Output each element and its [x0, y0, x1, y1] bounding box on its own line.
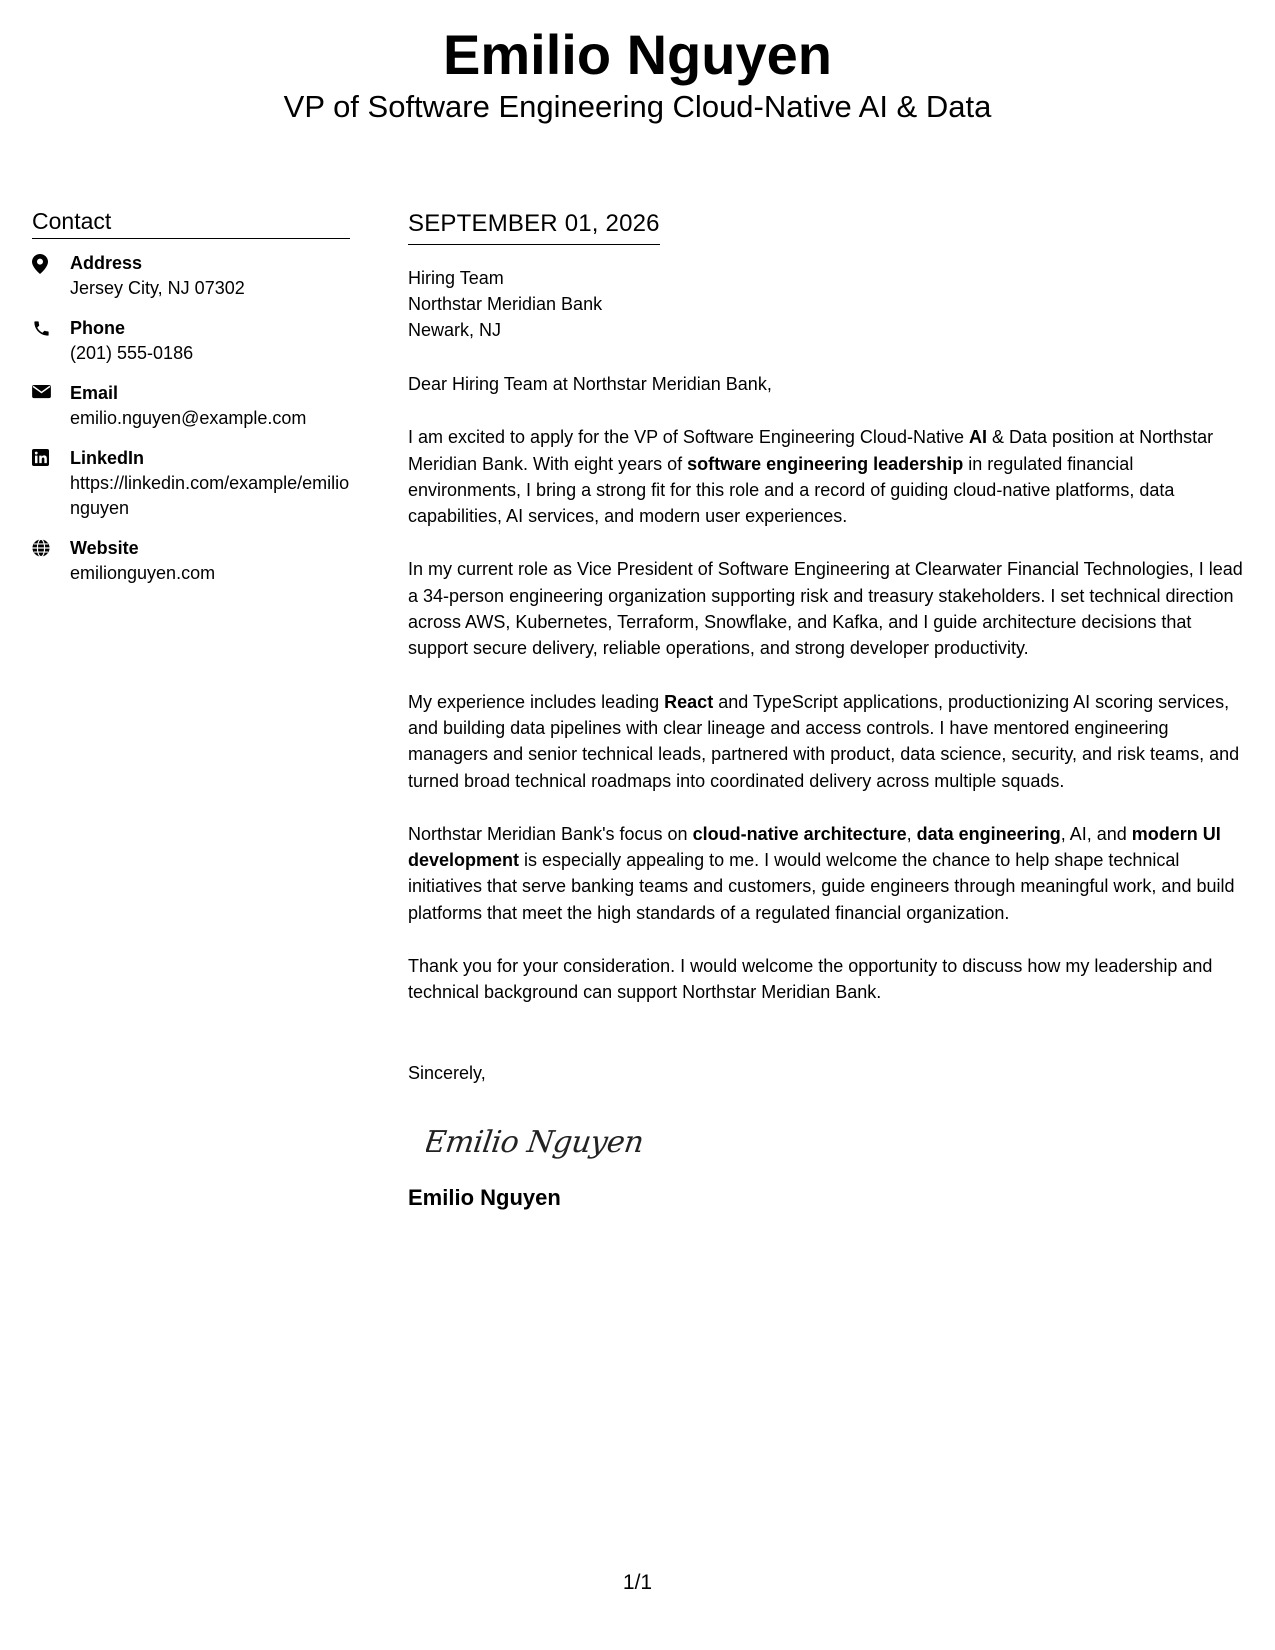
- recipient-location: Newark, NJ: [408, 320, 502, 340]
- text-run: and TypeScript applications, productionizing AI scoring services, and building data pipelines with clear lineage and access controls. I have mentored engineering managers and senior technical leads, partnered with product, data science, security, and risk teams, and turned broad technical roadmaps into coordinated delivery across multiple squads.: [408, 691, 1240, 791]
- paragraph-experience: [408, 689, 1248, 794]
- linkedin-icon: [32, 446, 70, 466]
- phone-value: (201) 555-0186: [70, 343, 194, 363]
- bold-run: React: [664, 691, 714, 712]
- text-run: I am excited to apply for the VP of Software Engineering Cloud-Native: [408, 427, 969, 448]
- contact-heading: Contact: [32, 207, 350, 239]
- recipient-company: Northstar Meridian Bank: [408, 294, 603, 314]
- email-link[interactable]: emilio.nguyen@example.com: [70, 408, 307, 428]
- text-run: is especially appealing to me. I would welcome the chance to help shape technical initiatives that serve banking teams and customers, guide engineers through meaningful work, and build platforms that meet the high standards of a regulated financial organization.: [408, 850, 1235, 923]
- text-run: & Data position at Northstar Meridian Bank. With eight years of: [408, 427, 1214, 474]
- globe-icon: [32, 536, 70, 557]
- website-link[interactable]: emilionguyen.com: [70, 563, 216, 583]
- applicant-title: VP of Software Engineering Cloud-Native AI & Data: [283, 89, 992, 124]
- phone-icon: [32, 316, 70, 338]
- bold-run: cloud-native architecture: [692, 823, 907, 844]
- envelope-icon: [32, 381, 70, 399]
- text-run: , AI, and: [1060, 823, 1132, 844]
- paragraph-motivation: [408, 821, 1248, 926]
- recipient-line: Hiring Team: [408, 268, 504, 288]
- contact-list: [32, 251, 350, 586]
- letter-date: SEPTEMBER 01, 2026: [408, 210, 660, 245]
- contact-item-linkedin: [32, 446, 350, 521]
- address-value: Jersey City, NJ 07302: [70, 278, 245, 298]
- salutation: Dear Hiring Team at Northstar Meridian Bank,: [408, 374, 772, 394]
- paragraph-intro: [408, 424, 1248, 529]
- page-number: 1/1: [622, 1571, 653, 1594]
- text-run: My experience includes leading: [408, 691, 665, 712]
- svg-text:Emilio Nguyen: Emilio Nguyen: [426, 1124, 646, 1160]
- text-run: ,: [906, 823, 917, 844]
- bold-run: modern UI development: [408, 823, 1221, 871]
- contact-label: Phone: [70, 318, 126, 338]
- contact-label: Website: [70, 538, 139, 558]
- recipient-block: [408, 265, 1248, 343]
- paragraph-thanks: Thank you for your consideration. I would welcome the opportunity to discuss how my leadership and technical background can support Northstar Meridian Bank.: [408, 956, 1213, 1003]
- handwritten-signature: [426, 1116, 666, 1168]
- signed-name: Emilio Nguyen: [408, 1184, 561, 1210]
- contact-item-website: [32, 536, 350, 586]
- bold-run: AI: [968, 427, 987, 448]
- map-pin-icon: [32, 251, 70, 274]
- contact-item-address: [32, 251, 350, 301]
- letter-body: [408, 210, 1248, 1212]
- contact-item-phone: [32, 316, 350, 366]
- contact-sidebar: [32, 207, 350, 601]
- text-run: Northstar Meridian Bank's focus on: [408, 823, 693, 844]
- contact-item-email: [32, 381, 350, 431]
- closing: Sincerely,: [408, 1062, 486, 1083]
- paragraph-current-role: In my current role as Vice President of Software Engineering at Clearwater Financial Technologies, I lead a 34-person engineering organization supporting risk and treasury stakeholders. I set technical direction across AWS, Kubernetes, Terraform, Snowflake, and Kafka, and I guide architecture decisions that support secure delivery, reliable operations, and strong developer productivity.: [408, 559, 1243, 659]
- applicant-name: Emilio Nguyen: [443, 23, 832, 86]
- letter-header: [0, 22, 1275, 126]
- linkedin-link[interactable]: https://linkedin.com/example/emilionguyen: [70, 473, 350, 518]
- contact-label: Email: [70, 383, 119, 403]
- bold-run: software engineering leadership: [687, 453, 964, 474]
- bold-run: data engineering: [916, 823, 1061, 844]
- text-run: in regulated financial environments, I bring a strong fit for this role and a record of guiding cloud-native platforms, data capabilities, AI services, and modern user experiences.: [408, 453, 1175, 527]
- contact-label: LinkedIn: [70, 448, 145, 468]
- contact-label: Address: [70, 253, 143, 273]
